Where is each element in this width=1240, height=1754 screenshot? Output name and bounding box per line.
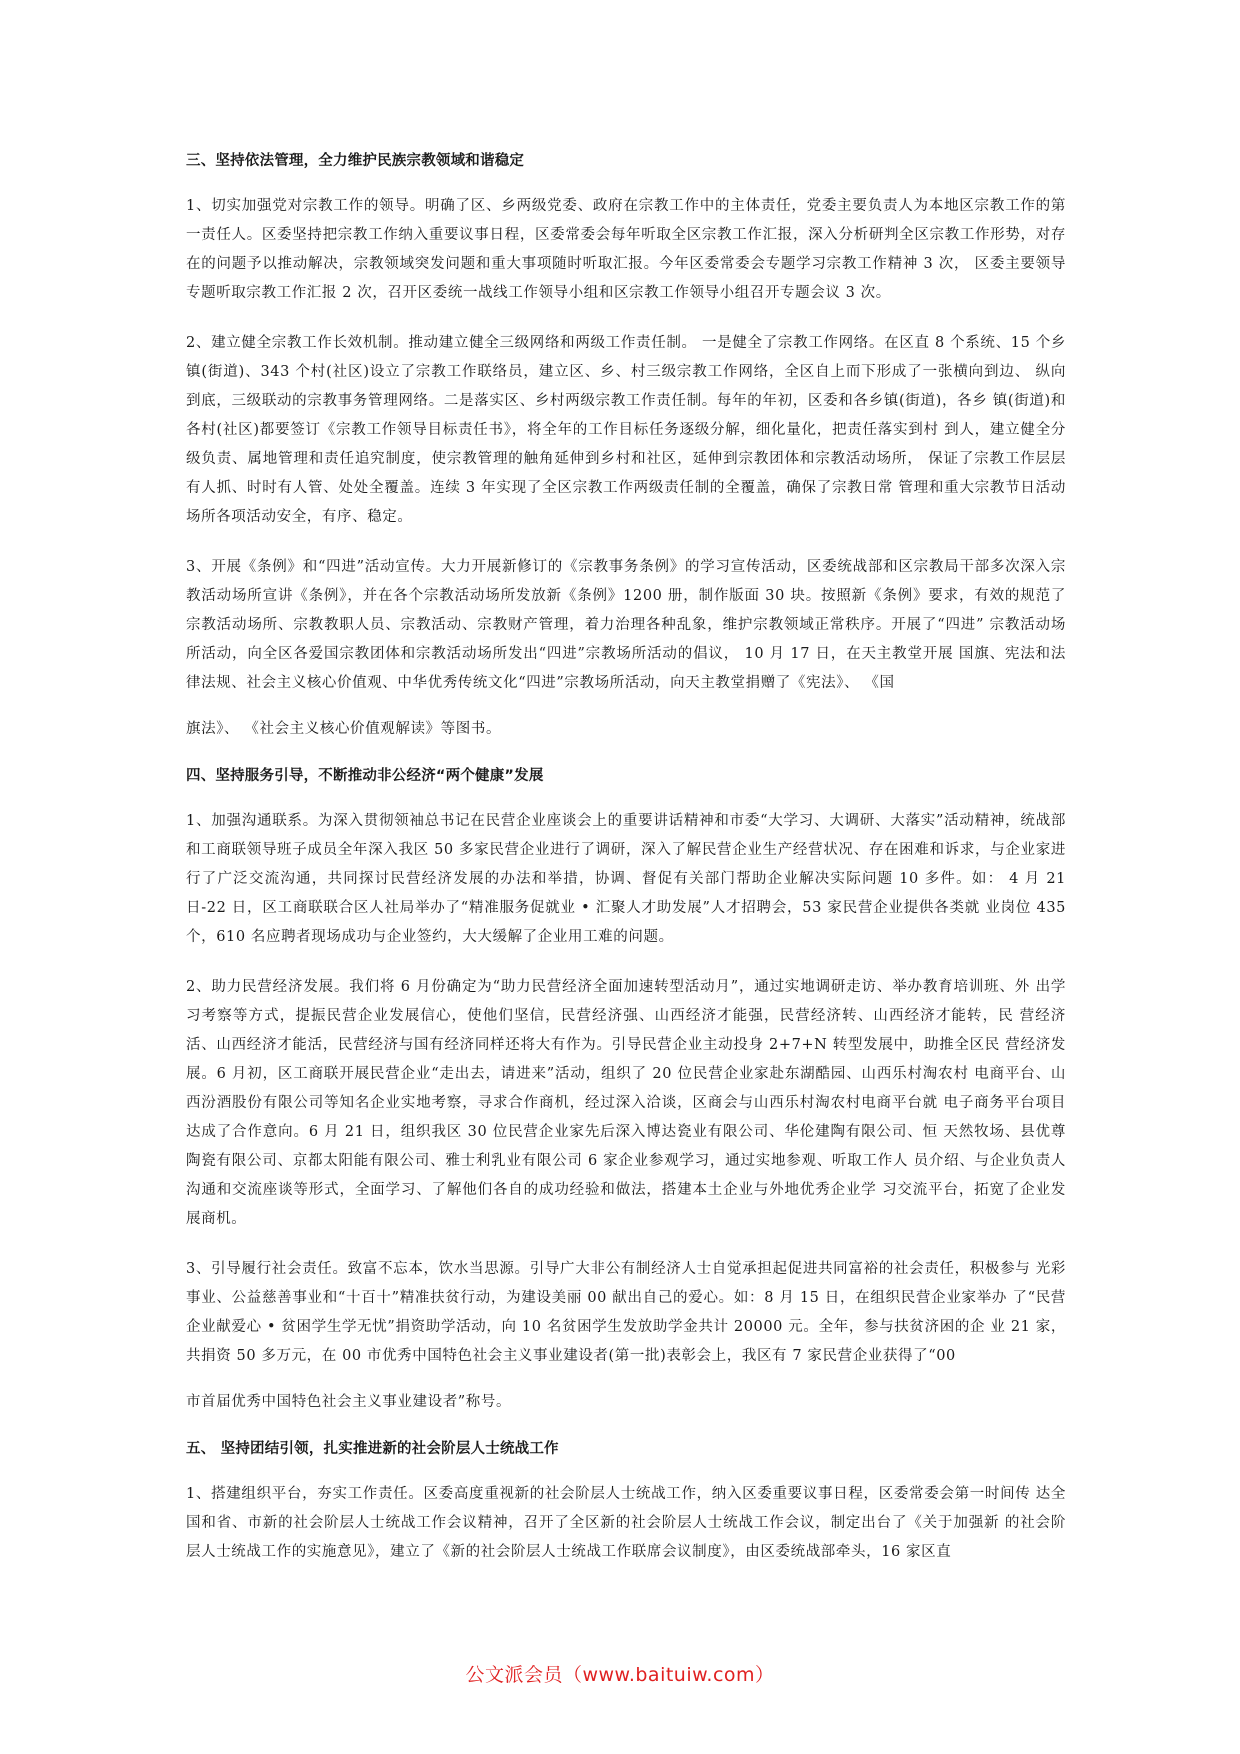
section-heading-3: 三、坚持依法管理，全力维护民族宗教领域和谐稳定	[186, 153, 525, 169]
section-heading-4: 四、坚持服务引导，不断推动非公经济“两个健康”发展	[186, 768, 544, 784]
paragraph: 2、建立健全宗教工作长效机制。推动建立健全三级网络和两级工作责任制。 一是健全了宗教工作网络。在区直 8 个系统、15 个乡镇(街道)、343 个村(社区)设立了宗教工作联络员，建立区、乡、村三级宗教工作网络，全区自上而下形成了一张横向到边、 纵向到底，三级联动的宗教事务管理网络。二是落实区、乡村两级宗教工作责任制。每年的年初，区委和各乡镇(街道)，各乡 镇(街道)和各村(社区)都要签订《宗教工作领导目标责任书》，将全年的工作目标任务逐级分解，细化量化，把责任落实到村 到人，建立健全分级负责、属地管理和责任追究制度，使宗教管理的触角延伸到乡村和社区，延伸到宗教团体和宗教活动场所， 保证了宗教工作层层有人抓、时时有人管、处处全覆盖。连续 3 年实现了全区宗教工作两级责任制的全覆盖，确保了宗教日常 管理和重大宗教节日活动场所各项活动安全，有序、稳定。	[186, 335, 1066, 525]
footer-watermark: 公文派会员（www.baituiw.com）	[465, 1664, 775, 1686]
paragraph: 1、切实加强党对宗教工作的领导。明确了区、乡两级党委、政府在宗教工作中的主体责任，党委主要负责人为本地区宗教工作的第一责任人。区委坚持把宗教工作纳入重要议事日程，区委常委会每年听取全区宗教工作汇报，深入分析研判全区宗教工作形势，对存在的问题予以推动解决，宗教领域突发问题和重大事项随时听取汇报。今年区委常委会专题学习宗教工作精神 3 次， 区委主要领导专题听取宗教工作汇报 2 次，召开区委统一战线工作领导小组和区宗教工作领导小组召开专题会议 3 次。	[186, 198, 1066, 301]
paragraph-continuation: 市首届优秀中国特色社会主义事业建设者”称号。	[186, 1394, 512, 1410]
paragraph: 3、开展《条例》和“四进”活动宣传。大力开展新修订的《宗教事务条例》的学习宣传活动，区委统战部和区宗教局干部多次深入宗教活动场所宣讲《条例》，并在各个宗教活动场所发放新《条例》1200 册，制作版面 30 块。按照新《条例》要求，有效的规范了宗教活动场所、宗教教职人员、宗教活动、宗教财产管理，着力治理各种乱象，维护宗教领域正常秩序。开展了“四进” 宗教活动场所活动，向全区各爱国宗教团体和宗教活动场所发出“四进”宗教场所活动的倡议， 10 月 17 日，在天主教堂开展 国旗、宪法和法律法规、社会主义核心价值观、中华优秀传统文化“四进”宗教场所活动，向天主教堂捐赠了《宪法》、 《国	[186, 559, 1066, 691]
paragraph-continuation: 旗法》、 《社会主义核心价值观解读》等图书。	[186, 721, 502, 737]
section-heading-5: 五、 坚持团结引领，扎实推进新的社会阶层人士统战工作	[186, 1441, 559, 1457]
paragraph: 2、助力民营经济发展。我们将 6 月份确定为“助力民营经济全面加速转型活动月”，通过实地调研走访、举办教育培训班、外 出学习考察等方式，提振民营企业发展信心，使他们坚信，民营经济强、山西经济才能强，民营经济转、山西经济才能转，民 营经济活、山西经济才能活，民营经济与国有经济同样还将大有作为。引导民营企业主动投身 2+7+N 转型发展中，助推全区民 营经济发展。6 月初，区工商联开展民营企业“走出去，请进来”活动，组织了 20 位民营企业家赴东湖酷园、山西乐村淘农村 电商平台、山西汾酒股份有限公司等知名企业实地考察，寻求合作商机，经过深入洽谈，区商会与山西乐村淘农村电商平台就 电子商务平台项目达成了合作意向。6 月 21 日，组织我区 30 位民营企业家先后深入博达瓷业有限公司、华伦建陶有限公司、恒 天然牧场、县优尊陶瓷有限公司、京都太阳能有限公司、雅士利乳业有限公司 6 家企业参观学习，通过实地参观、听取工作人 员介绍、与企业负责人沟通和交流座谈等形式，全面学习、了解他们各自的成功经验和做法，搭建本土企业与外地优秀企业学 习交流平台，拓宽了企业发展商机。	[186, 979, 1066, 1227]
document-body	[186, 150, 1066, 1588]
paragraph: 1、搭建组织平台，夯实工作责任。区委高度重视新的社会阶层人士统战工作，纳入区委重要议事日程，区委常委会第一时间传 达全国和省、市新的社会阶层人士统战工作会议精神，召开了全区新的社会阶层人士统战工作会议，制定出台了《关于加强新 的社会阶层人士统战工作的实施意见》，建立了《新的社会阶层人士统战工作联席会议制度》，由区委统战部牵头，16 家区直	[186, 1486, 1066, 1560]
paragraph: 3、引导履行社会责任。致富不忘本，饮水当思源。引导广大非公有制经济人士自觉承担起促进共同富裕的社会责任，积极参与 光彩事业、公益慈善事业和“十百十”精准扶贫行动，为建设美丽 00 献出自己的爱心。如：8 月 15 日，在组织民营企业家举办 了“民营企业献爱心 • 贫困学生学无忧”捐资助学活动，向 10 名贫困学生发放助学金共计 20000 元。全年，参与扶贫济困的企 业 21 家，共捐资 50 多万元，在 00 市优秀中国特色社会主义事业建设者(第一批)表彰会上，我区有 7 家民营企业获得了“00	[186, 1261, 1066, 1364]
paragraph: 1、加强沟通联系。为深入贯彻领袖总书记在民营企业座谈会上的重要讲话精神和市委“大学习、大调研、大落实”活动精神，统战部和工商联领导班子成员全年深入我区 50 多家民营企业进行了调研，深入了解民营企业生产经营状况、存在困难和诉求，与企业家进行了广泛交流沟通，共同探讨民营经济发展的办法和举措，协调、督促有关部门帮助企业解决实际问题 10 多件。如： 4 月 21 日-22 日，区工商联联合区人社局举办了“精准服务促就业 • 汇聚人才助发展”人才招聘会，53 家民营企业提供各类就 业岗位 435 个，610 名应聘者现场成功与企业签约，大大缓解了企业用工难的问题。	[186, 813, 1066, 945]
